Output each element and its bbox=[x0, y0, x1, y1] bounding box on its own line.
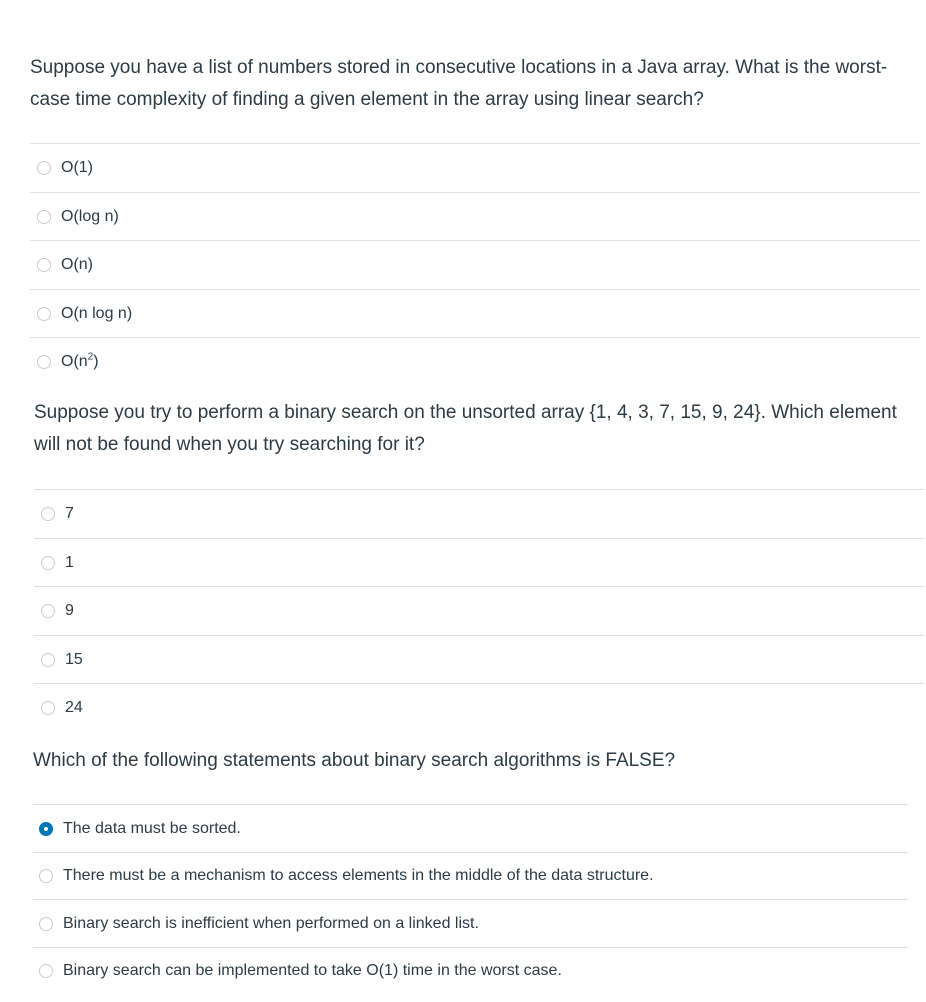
question-1-text: Suppose you have a list of numbers stored in consecutive locations in a Java array. What is the worst-case time complexity of finding a given element in the array using linear search? bbox=[30, 57, 888, 110]
radio-button[interactable] bbox=[41, 701, 55, 715]
question-3-text: Which of the following statements about binary search algorithms is FALSE? bbox=[33, 750, 676, 771]
answer-option[interactable] bbox=[30, 289, 920, 337]
answer-option[interactable] bbox=[30, 143, 920, 192]
radio-button[interactable] bbox=[39, 917, 53, 931]
question-3 bbox=[33, 745, 913, 777]
answer-label-base: O(n bbox=[61, 352, 88, 370]
question-2-options bbox=[34, 489, 924, 731]
answer-label: 24 bbox=[65, 698, 83, 716]
radio-button[interactable] bbox=[37, 355, 51, 369]
radio-button[interactable] bbox=[37, 258, 51, 272]
answer-label-end: ) bbox=[93, 352, 99, 370]
answer-label-exponent: 2 bbox=[87, 351, 94, 363]
question-1-options bbox=[30, 143, 920, 385]
radio-button[interactable] bbox=[37, 307, 51, 321]
question-2-text: Suppose you try to perform a binary search on the unsorted array {1, 4, 3, 7, 15, 9, 24}. Which element will not be found when you try searching for it? bbox=[34, 402, 897, 455]
radio-button[interactable] bbox=[37, 161, 51, 175]
answer-label: O(log n) bbox=[61, 207, 119, 225]
answer-option[interactable] bbox=[34, 586, 924, 635]
radio-button[interactable] bbox=[37, 210, 51, 224]
answer-option[interactable] bbox=[33, 852, 908, 899]
answer-option[interactable] bbox=[30, 337, 920, 385]
answer-label bbox=[61, 353, 99, 371]
answer-option[interactable] bbox=[33, 804, 908, 852]
question-2 bbox=[34, 397, 914, 461]
radio-button[interactable] bbox=[41, 604, 55, 618]
answer-label: 15 bbox=[65, 650, 83, 668]
radio-button[interactable] bbox=[39, 869, 53, 883]
answer-option[interactable] bbox=[34, 635, 924, 683]
radio-button[interactable] bbox=[41, 653, 55, 667]
radio-button[interactable] bbox=[41, 556, 55, 570]
answer-label: O(n) bbox=[61, 256, 93, 273]
answer-label: Binary search can be implemented to take O(1) time in the worst case. bbox=[63, 961, 562, 979]
answer-label: There must be a mechanism to access elements in the middle of the data structure. bbox=[63, 867, 654, 884]
answer-label: Binary search is inefficient when performed on a linked list. bbox=[63, 914, 479, 932]
answer-label: O(1) bbox=[61, 159, 93, 176]
answer-option[interactable] bbox=[33, 899, 908, 947]
answer-option[interactable] bbox=[34, 683, 924, 731]
answer-option[interactable] bbox=[34, 489, 924, 538]
answer-label: O(n log n) bbox=[61, 304, 133, 322]
radio-button[interactable] bbox=[41, 507, 55, 521]
answer-option[interactable] bbox=[30, 192, 920, 240]
answer-label: 1 bbox=[65, 553, 74, 571]
answer-label: 7 bbox=[65, 505, 74, 522]
answer-option[interactable] bbox=[33, 947, 908, 993]
answer-option[interactable] bbox=[34, 538, 924, 586]
radio-button-selected[interactable] bbox=[39, 822, 53, 836]
question-1 bbox=[30, 52, 910, 116]
answer-label: The data must be sorted. bbox=[63, 819, 241, 837]
radio-button[interactable] bbox=[39, 964, 53, 978]
answer-label: 9 bbox=[65, 602, 74, 619]
question-3-options bbox=[33, 804, 908, 993]
answer-option[interactable] bbox=[30, 240, 920, 289]
